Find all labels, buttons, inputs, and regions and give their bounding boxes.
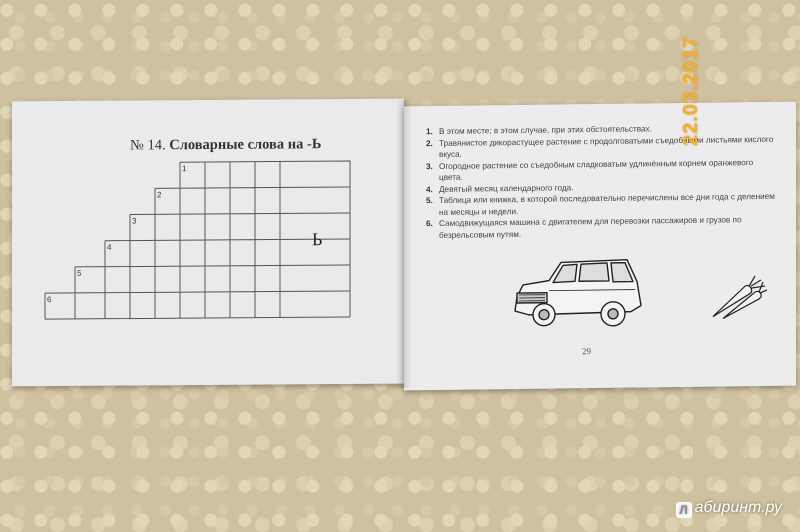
- grid-row-2: [155, 187, 350, 214]
- clue-list: [426, 122, 776, 241]
- row-number: 1: [182, 164, 187, 174]
- row-number: 3: [132, 216, 137, 226]
- car-illustration: [509, 253, 649, 335]
- exercise-heading: Словарные слова на -Ь: [169, 136, 322, 154]
- grid-row-1: [180, 161, 280, 188]
- exercise-number: № 14.: [130, 137, 166, 154]
- row-number: 5: [77, 268, 82, 278]
- page-number: 29: [582, 346, 591, 357]
- carrots-illustration: [709, 272, 769, 323]
- list-item: 6. Самодвижущаяся машина с двигателем для перевозки пассажиров и грузов по безрельсовым путям.: [426, 215, 742, 240]
- watermark-logo-icon: Л: [676, 502, 692, 518]
- grid-row-5: [75, 265, 350, 293]
- list-item: 3. Огородное растение со съедобным сладковатым удлинённым корнем оранжевого цвета.: [426, 157, 754, 182]
- left-page: [12, 99, 404, 387]
- list-item: 5. Таблица или книжка, в которой последовательно перечислены все дни года с делением на месяцы и недели.: [426, 191, 775, 217]
- list-item: 4. Девятый месяц календарного года.: [426, 182, 574, 194]
- row-number: 4: [107, 242, 112, 252]
- grid-row-6: [45, 291, 350, 319]
- watermark-text: абиринт.ру: [694, 499, 782, 516]
- list-item: 2. Травянистое дикорастущее растение с продолговатыми съедобными листьями кислого вкуса.: [426, 134, 774, 159]
- list-item: 1. В этом месте; в этом случае, при этих обстоятельствах.: [426, 124, 652, 137]
- crossword-grid: [12, 99, 404, 387]
- row-number: 6: [47, 295, 52, 305]
- right-page: [404, 102, 796, 391]
- watermark: [676, 499, 782, 518]
- date-stamp: 22.03.2017: [680, 35, 702, 146]
- book-gutter: [396, 100, 412, 388]
- row-number: 2: [157, 190, 162, 200]
- soft-sign-letter: Ь: [312, 229, 323, 250]
